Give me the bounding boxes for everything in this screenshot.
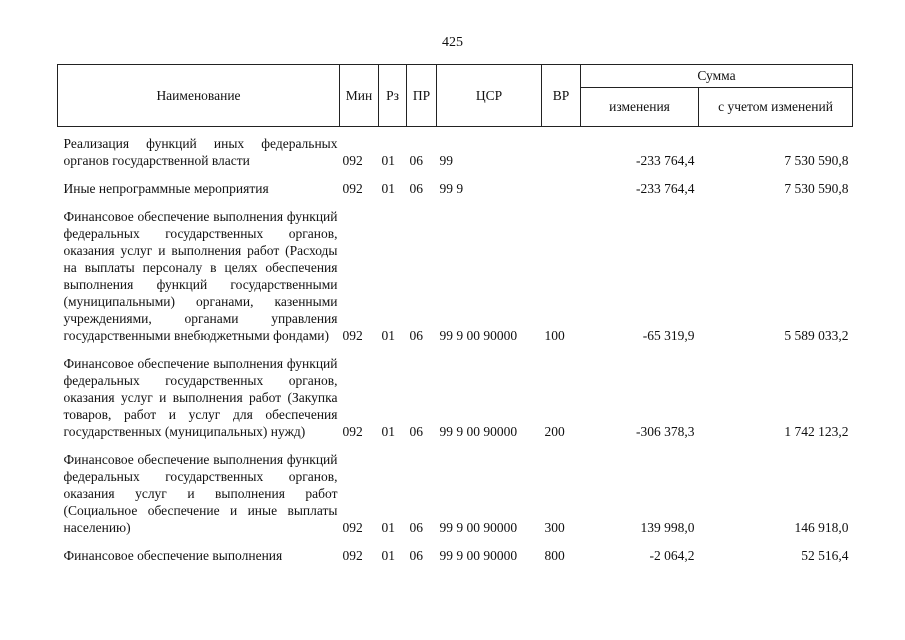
row-vr bbox=[542, 127, 581, 170]
row-vr: 800 bbox=[544, 548, 565, 563]
row-total: 7 530 590,8 bbox=[784, 153, 849, 168]
table-row bbox=[58, 536, 853, 564]
header-vr: ВР bbox=[542, 65, 581, 127]
row-vr: 300 bbox=[544, 520, 565, 535]
row-pr: 06 bbox=[409, 548, 423, 563]
row-total: 146 918,0 bbox=[794, 520, 849, 535]
header-name: Наименование bbox=[58, 65, 340, 127]
row-vr: 200 bbox=[544, 424, 565, 439]
row-name: Финансовое обеспечение выполнения bbox=[63, 548, 283, 563]
row-name: Реализация функций иных федеральных органов государственной власти bbox=[63, 136, 338, 168]
row-csr: 99 9 00 90000 bbox=[439, 424, 518, 439]
row-pr: 06 bbox=[409, 520, 423, 535]
row-min: 092 bbox=[342, 548, 363, 563]
row-total: 1 742 123,2 bbox=[784, 424, 849, 439]
row-changes: -233 764,4 bbox=[636, 181, 695, 196]
row-pr: 06 bbox=[409, 153, 423, 168]
row-total: 52 516,4 bbox=[801, 548, 849, 563]
row-min: 092 bbox=[342, 153, 363, 168]
row-rz: 01 bbox=[381, 153, 395, 168]
header-with-changes: с учетом изменений bbox=[699, 88, 853, 127]
row-csr: 99 bbox=[439, 153, 453, 168]
row-changes: -65 319,9 bbox=[642, 328, 695, 343]
row-rz: 01 bbox=[381, 181, 395, 196]
header-changes: изменения bbox=[581, 88, 699, 127]
header-min: Мин bbox=[340, 65, 379, 127]
budget-table bbox=[57, 64, 853, 564]
row-name: Финансовое обеспечение выполнения функций федеральных государственных органов, оказания услуг и выполнения работ (Закупка товаров, работ и услуг для обеспечения государственных (муниципальных) нужд) bbox=[63, 356, 338, 439]
table-row bbox=[58, 127, 853, 170]
row-changes: -2 064,2 bbox=[649, 548, 695, 563]
row-total: 5 589 033,2 bbox=[784, 328, 849, 343]
header-rz: Рз bbox=[379, 65, 407, 127]
header-csr: ЦСР bbox=[437, 65, 542, 127]
row-csr: 99 9 00 90000 bbox=[439, 520, 518, 535]
row-changes: -233 764,4 bbox=[636, 153, 695, 168]
row-csr: 99 9 00 90000 bbox=[439, 328, 518, 343]
row-pr: 06 bbox=[409, 424, 423, 439]
table-row bbox=[58, 344, 853, 440]
table-header bbox=[58, 65, 853, 127]
row-pr: 06 bbox=[409, 328, 423, 343]
row-rz: 01 bbox=[381, 548, 395, 563]
table-row bbox=[58, 197, 853, 344]
row-min: 092 bbox=[342, 181, 363, 196]
row-csr: 99 9 00 90000 bbox=[439, 548, 518, 563]
row-min: 092 bbox=[342, 424, 363, 439]
row-name: Финансовое обеспечение выполнения функций федеральных государственных органов, оказания услуг и выполнения работ (Социальное обеспечение и иные выплаты населению) bbox=[63, 452, 338, 535]
row-name: Иные непрограммные мероприятия bbox=[63, 181, 269, 196]
table-row bbox=[58, 169, 853, 197]
row-rz: 01 bbox=[381, 328, 395, 343]
row-total: 7 530 590,8 bbox=[784, 181, 849, 196]
row-changes: -306 378,3 bbox=[636, 424, 695, 439]
row-changes: 139 998,0 bbox=[640, 520, 695, 535]
row-pr: 06 bbox=[409, 181, 423, 196]
header-sum: Сумма bbox=[581, 65, 853, 88]
row-rz: 01 bbox=[381, 520, 395, 535]
header-pr: ПР bbox=[407, 65, 437, 127]
row-vr bbox=[542, 169, 581, 197]
row-min: 092 bbox=[342, 520, 363, 535]
table-row bbox=[58, 440, 853, 536]
row-name: Финансовое обеспечение выполнения функций федеральных государственных органов, оказания услуг и выполнения работ (Расходы на выплаты персоналу в целях обеспечения выполнения функций государственными (муниципальными) органами, казенными учреждениями, органами управления государственными внебюджетными фондами) bbox=[63, 209, 338, 343]
row-vr: 100 bbox=[544, 328, 565, 343]
page-number: 425 bbox=[442, 35, 463, 50]
row-csr: 99 9 bbox=[439, 181, 464, 196]
row-min: 092 bbox=[342, 328, 363, 343]
row-rz: 01 bbox=[381, 424, 395, 439]
